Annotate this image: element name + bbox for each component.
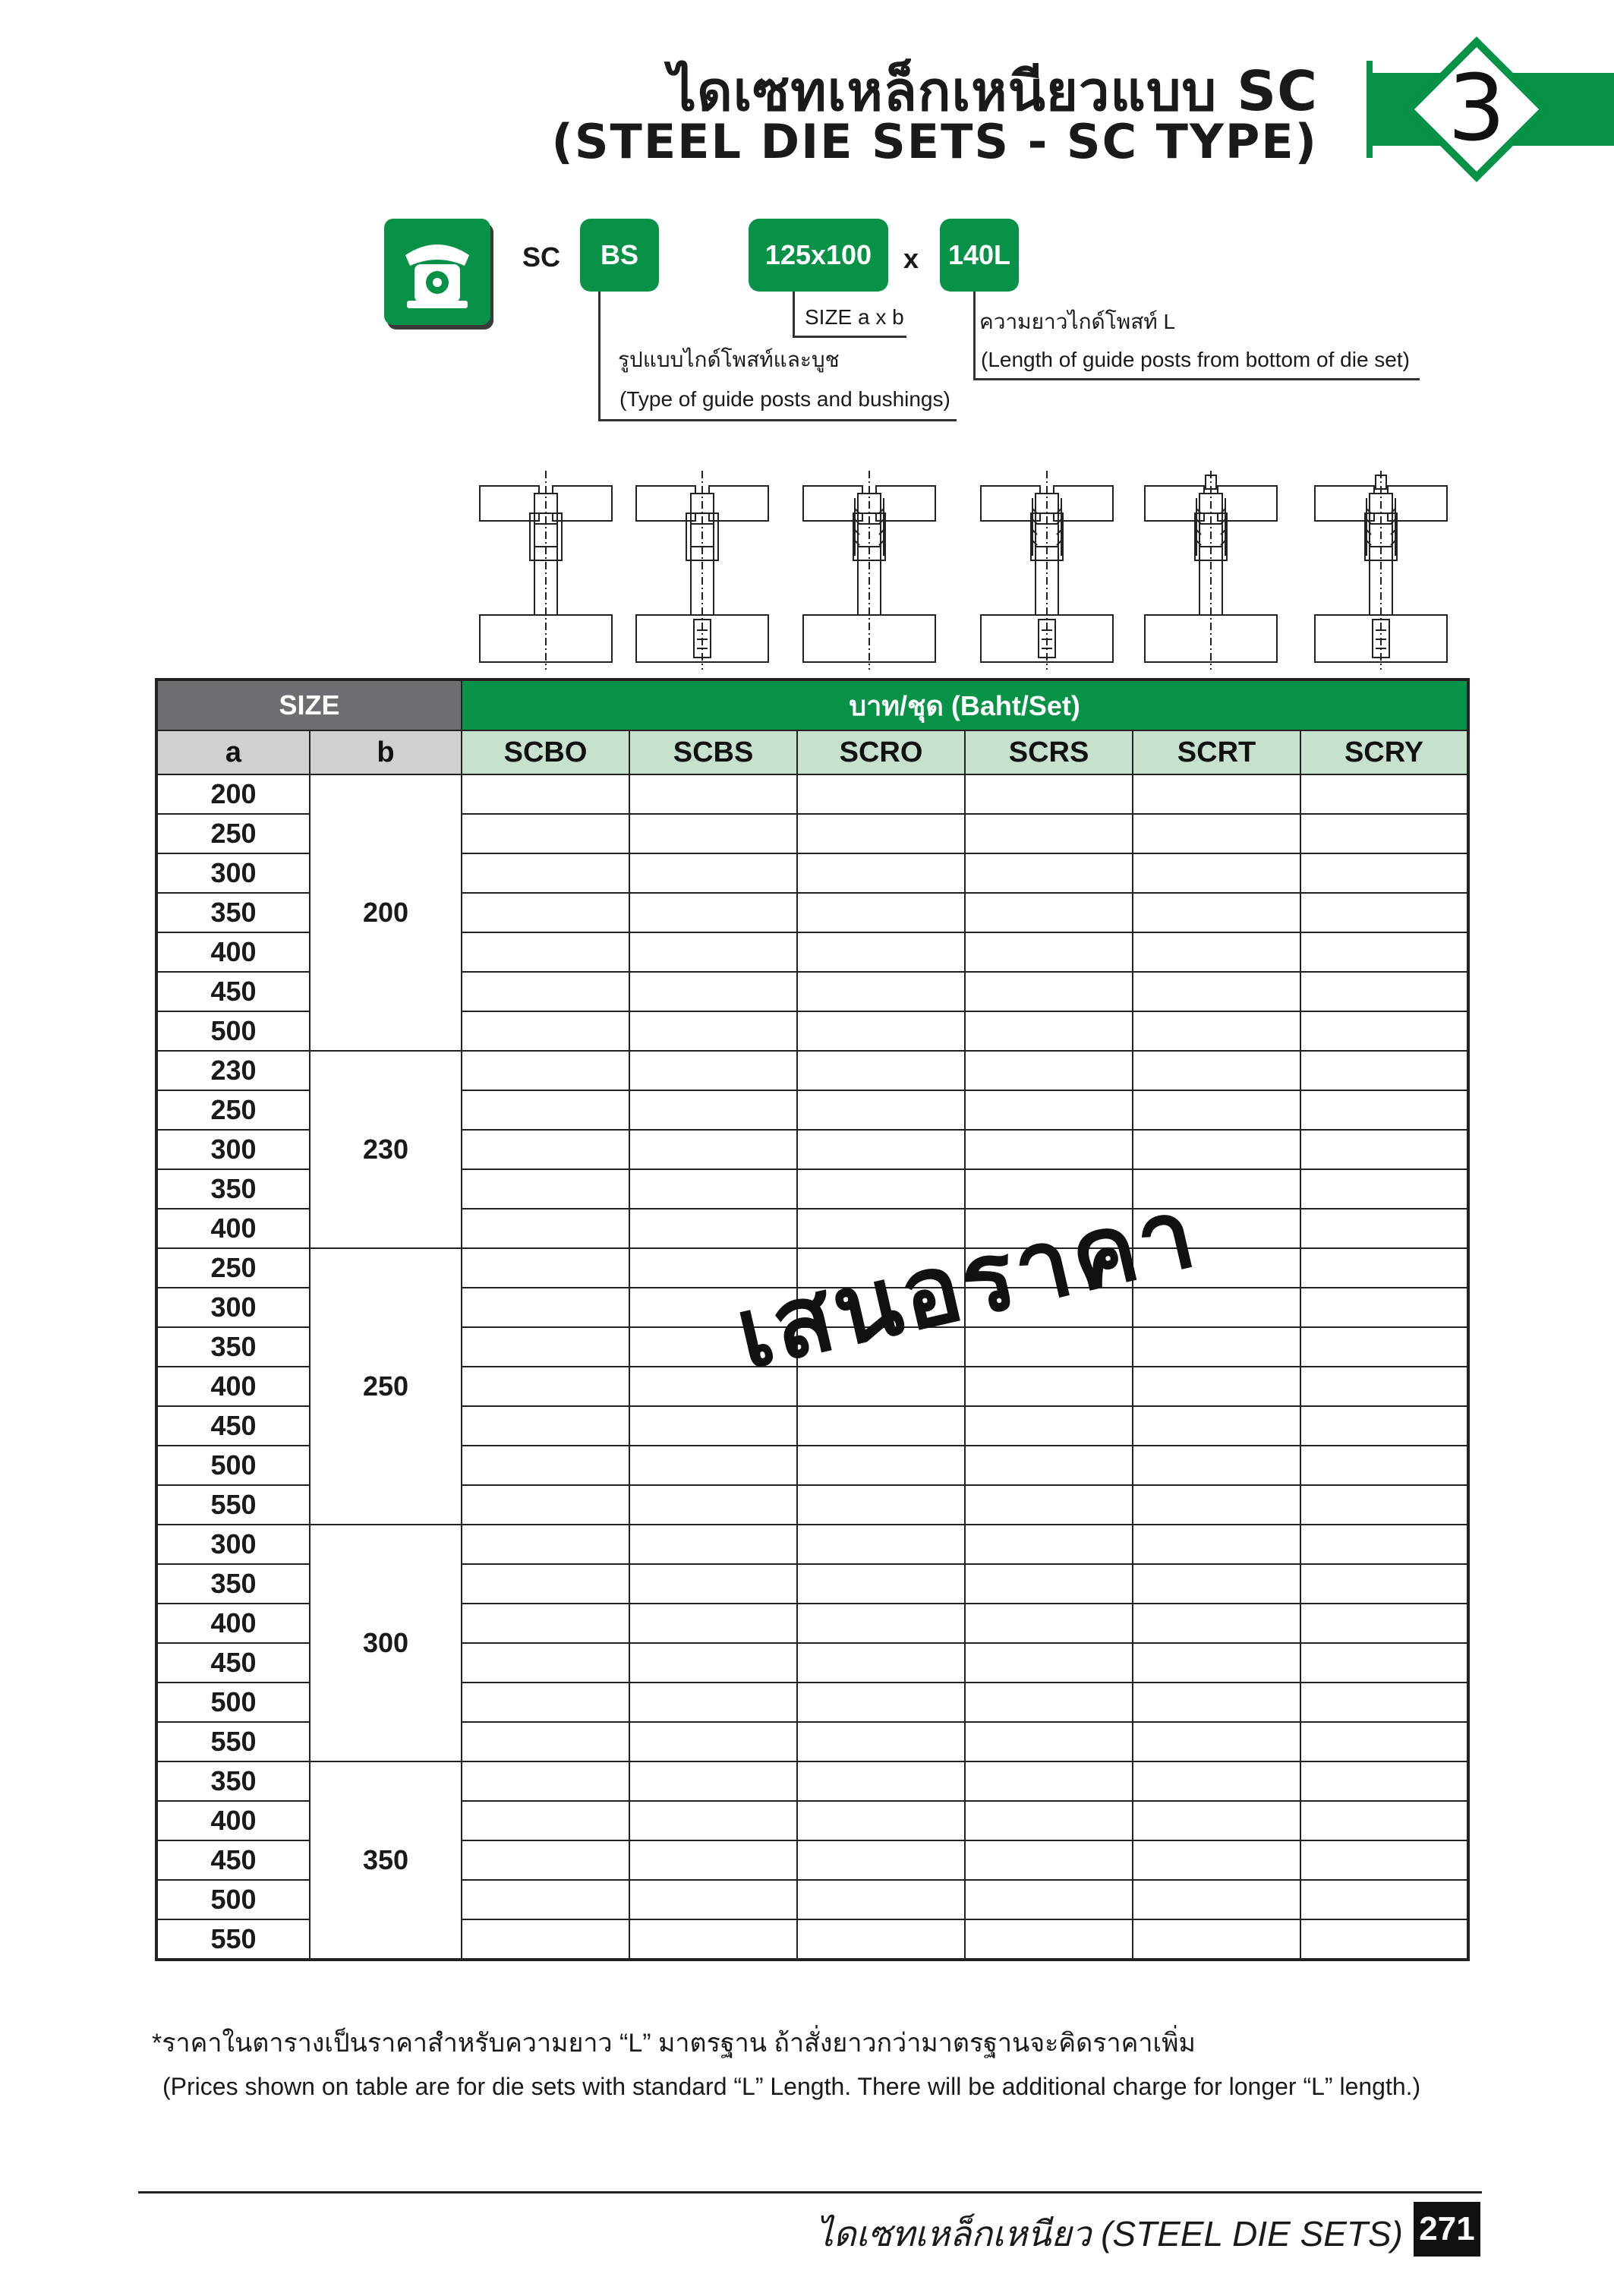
price-cell-scry (1300, 1446, 1468, 1485)
cell-a: 450 (156, 972, 310, 1011)
cell-a: 450 (156, 1643, 310, 1683)
cell-a: 350 (156, 1761, 310, 1801)
price-cell-scro (797, 1485, 965, 1525)
price-cell-scrt (1133, 893, 1300, 932)
price-cell-scrt (1133, 1051, 1300, 1090)
price-cell-scbo (462, 1367, 629, 1406)
price-cell-scry (1300, 1248, 1468, 1288)
cell-b: 230 (310, 1051, 462, 1248)
price-cell-scrt (1133, 1525, 1300, 1564)
cell-b: 250 (310, 1248, 462, 1525)
die-set-diagrams (471, 471, 1458, 676)
price-cell-scry (1300, 1406, 1468, 1446)
price-cell-scbo (462, 1248, 629, 1288)
times-symbol: x (903, 243, 919, 274)
price-cell-scbs (629, 1761, 797, 1801)
cell-a: 450 (156, 1840, 310, 1880)
price-cell-scro (797, 814, 965, 853)
price-cell-scbo (462, 893, 629, 932)
price-cell-scro (797, 1880, 965, 1919)
price-cell-scbs (629, 1090, 797, 1130)
type-bracket-under (598, 419, 957, 421)
table-row (156, 774, 1468, 814)
price-cell-scro (797, 774, 965, 814)
price-cell-scbo (462, 853, 629, 893)
price-cell-scro (797, 932, 965, 972)
price-cell-scro (797, 1840, 965, 1880)
length-bracket-under (973, 378, 1420, 380)
price-cell-scrs (965, 1919, 1133, 1960)
price-cell-scro (797, 1801, 965, 1840)
table-row (156, 1525, 1468, 1564)
price-cell-scry (1300, 1327, 1468, 1367)
price-cell-scbs (629, 1485, 797, 1525)
size-header: SIZE (156, 680, 462, 730)
price-cell-scry (1300, 1564, 1468, 1604)
price-cell-scrs (965, 1722, 1133, 1761)
price-cell-scrs (965, 1643, 1133, 1683)
telephone-icon (384, 219, 498, 333)
length-bracket-line (973, 292, 976, 380)
price-cell-scbo (462, 774, 629, 814)
scrt-drawing-icon (1145, 471, 1277, 670)
price-cell-scbs (629, 1209, 797, 1248)
price-cell-scbs (629, 972, 797, 1011)
price-cell-scry (1300, 1011, 1468, 1051)
price-cell-scrt (1133, 1011, 1300, 1051)
price-cell-scro (797, 1051, 965, 1090)
table-row (156, 1051, 1468, 1090)
price-cell-scbo (462, 1327, 629, 1367)
price-cell-scrt (1133, 1485, 1300, 1525)
price-cell-scry (1300, 1169, 1468, 1209)
cell-a: 300 (156, 1130, 310, 1169)
price-cell-scbo (462, 1446, 629, 1485)
price-cell-scbo (462, 1169, 629, 1209)
price-cell-scrs (965, 1564, 1133, 1604)
price-cell-scrt (1133, 1604, 1300, 1643)
footnote-th: *ราคาในตารางเป็นราคาสำหรับความยาว “L” มาตรฐาน ถ้าสั่งยาวกว่ามาตรฐานจะคิดราคาเพิ่ม (152, 2029, 1196, 2058)
price-cell-scrt (1133, 1801, 1300, 1840)
price-cell-scry (1300, 1051, 1468, 1090)
price-cell-scbs (629, 1643, 797, 1683)
price-cell-scro (797, 1722, 965, 1761)
cell-a: 250 (156, 1090, 310, 1130)
price-cell-scbs (629, 1406, 797, 1446)
price-cell-scro (797, 1090, 965, 1130)
price-cell-scrt (1133, 814, 1300, 853)
cell-a: 250 (156, 1248, 310, 1288)
col-header-scry: SCRY (1300, 730, 1468, 774)
price-cell-scrt (1133, 853, 1300, 893)
price-cell-scbs (629, 1051, 797, 1090)
price-cell-scbs (629, 1564, 797, 1604)
col-header-a: a (156, 730, 310, 774)
price-cell-scbo (462, 1090, 629, 1130)
code-prefix: SC (522, 241, 561, 273)
price-cell-scrs (965, 1604, 1133, 1643)
price-cell-scro (797, 1683, 965, 1722)
price-cell-scry (1300, 932, 1468, 972)
page-number: 271 (1414, 2202, 1480, 2257)
price-cell-scrs (965, 893, 1133, 932)
price-cell-scry (1300, 1683, 1468, 1722)
col-header-scrs: SCRS (965, 730, 1133, 774)
price-cell-scro (797, 1169, 965, 1209)
price-cell-scro (797, 1919, 965, 1960)
price-cell-scrt (1133, 1643, 1300, 1683)
price-cell-scrs (965, 1367, 1133, 1406)
price-cell-scrs (965, 932, 1133, 972)
price-cell-scrt (1133, 1367, 1300, 1406)
price-cell-scbo (462, 1209, 629, 1248)
price-cell-scbo (462, 1683, 629, 1722)
page-title-en: (STEEL DIE SETS - SC TYPE) (551, 114, 1318, 169)
length-note-en: (Length of guide posts from bottom of die set) (981, 348, 1410, 371)
cell-a: 350 (156, 1169, 310, 1209)
size-chip: 125x100 (749, 219, 888, 292)
cell-a: 350 (156, 1327, 310, 1367)
price-cell-scro (797, 1525, 965, 1564)
price-cell-scry (1300, 1485, 1468, 1525)
cell-a: 200 (156, 774, 310, 814)
cell-a: 350 (156, 1564, 310, 1604)
price-cell-scbo (462, 1525, 629, 1564)
price-cell-scrs (965, 1683, 1133, 1722)
col-header-b: b (310, 730, 462, 774)
price-cell-scrt (1133, 932, 1300, 972)
price-cell-scrs (965, 1485, 1133, 1525)
price-cell-scry (1300, 1761, 1468, 1801)
price-cell-scrt (1133, 1880, 1300, 1919)
price-cell-scrs (965, 1130, 1133, 1169)
cell-a: 350 (156, 893, 310, 932)
type-note-th: รูปแบบไกด์โพสท์และบูช (618, 348, 840, 371)
price-cell-scrs (965, 1090, 1133, 1130)
price-cell-scbs (629, 1011, 797, 1051)
price-cell-scry (1300, 1367, 1468, 1406)
price-cell-scbs (629, 893, 797, 932)
price-cell-scbs (629, 1169, 797, 1209)
price-cell-scbs (629, 1683, 797, 1722)
price-cell-scry (1300, 1604, 1468, 1643)
price-cell-scrt (1133, 1683, 1300, 1722)
cell-a: 300 (156, 1525, 310, 1564)
price-cell-scrs (965, 774, 1133, 814)
cell-a: 550 (156, 1485, 310, 1525)
price-cell-scrt (1133, 1327, 1300, 1367)
footer-section-title: ไดเซทเหล็กเหนียว (STEEL DIE SETS) (815, 2214, 1403, 2253)
price-cell-scro (797, 1130, 965, 1169)
cell-a: 400 (156, 1367, 310, 1406)
price-cell-scrs (965, 853, 1133, 893)
price-cell-scbs (629, 814, 797, 853)
price-cell-scbo (462, 1880, 629, 1919)
quote-stamp: เสนอราคา (726, 1175, 1208, 1392)
price-cell-scro (797, 853, 965, 893)
price-cell-scbo (462, 932, 629, 972)
price-cell-scro (797, 893, 965, 932)
price-cell-scry (1300, 814, 1468, 853)
price-cell-scro (797, 1011, 965, 1051)
price-cell-scrt (1133, 1919, 1300, 1960)
price-cell-scbs (629, 1840, 797, 1880)
price-cell-scrs (965, 1406, 1133, 1446)
price-cell-scry (1300, 1130, 1468, 1169)
price-cell-scbs (629, 1880, 797, 1919)
price-cell-scbs (629, 1130, 797, 1169)
price-cell-scbo (462, 1564, 629, 1604)
cell-a: 230 (156, 1051, 310, 1090)
type-bracket-line (598, 292, 601, 421)
price-cell-scbo (462, 1840, 629, 1880)
price-cell-scbs (629, 1525, 797, 1564)
price-cell-scrt (1133, 1722, 1300, 1761)
price-cell-scry (1300, 1880, 1468, 1919)
price-cell-scro (797, 972, 965, 1011)
price-cell-scbo (462, 1130, 629, 1169)
cell-a: 450 (156, 1406, 310, 1446)
price-cell-scro (797, 1406, 965, 1446)
price-header: บาท/ชุด (Baht/Set) (462, 680, 1468, 730)
cell-a: 400 (156, 932, 310, 972)
price-cell-scry (1300, 1919, 1468, 1960)
price-cell-scrt (1133, 1564, 1300, 1604)
price-cell-scry (1300, 853, 1468, 893)
price-cell-scbo (462, 1643, 629, 1683)
price-cell-scrs (965, 1761, 1133, 1801)
price-cell-scbs (629, 1446, 797, 1485)
price-cell-scro (797, 1604, 965, 1643)
price-cell-scbs (629, 932, 797, 972)
price-cell-scbo (462, 1801, 629, 1840)
footnote-en: (Prices shown on table are for die sets with standard “L” Length. There will be additional charge for longer “L” length.) (162, 2073, 1421, 2100)
cell-a: 500 (156, 1683, 310, 1722)
price-cell-scbo (462, 1288, 629, 1327)
price-cell-scbo (462, 1761, 629, 1801)
cell-b: 200 (310, 774, 462, 1051)
price-cell-scry (1300, 1643, 1468, 1683)
length-chip: 140L (940, 219, 1019, 292)
price-cell-scbo (462, 1051, 629, 1090)
price-cell-scrt (1133, 1406, 1300, 1446)
price-cell-scry (1300, 1090, 1468, 1130)
price-cell-scbo (462, 1485, 629, 1525)
col-header-scro: SCRO (797, 730, 965, 774)
cell-a: 300 (156, 1288, 310, 1327)
type-chip: BS (580, 219, 659, 292)
cell-a: 500 (156, 1446, 310, 1485)
cell-a: 500 (156, 1011, 310, 1051)
size-bracket-under (793, 336, 906, 338)
cell-a: 400 (156, 1801, 310, 1840)
price-cell-scrt (1133, 774, 1300, 814)
price-cell-scrs (965, 1051, 1133, 1090)
cell-b: 300 (310, 1525, 462, 1761)
price-cell-scrt (1133, 972, 1300, 1011)
price-cell-scry (1300, 1801, 1468, 1840)
scro-drawing-icon (803, 471, 935, 670)
cell-a: 400 (156, 1209, 310, 1248)
price-cell-scry (1300, 1209, 1468, 1248)
price-cell-scbs (629, 1722, 797, 1761)
price-cell-scbs (629, 1604, 797, 1643)
price-cell-scrs (965, 1880, 1133, 1919)
price-cell-scrt (1133, 1446, 1300, 1485)
price-cell-scry (1300, 893, 1468, 932)
price-cell-scbo (462, 1406, 629, 1446)
footer-rule (138, 2191, 1482, 2194)
price-cell-scbo (462, 1722, 629, 1761)
length-note-th: ความยาวไกด์โพสท์ L (979, 310, 1176, 333)
price-cell-scry (1300, 1840, 1468, 1880)
price-cell-scro (797, 1643, 965, 1683)
price-cell-scrs (965, 1840, 1133, 1880)
col-header-scbs: SCBS (629, 730, 797, 774)
price-cell-scrs (965, 972, 1133, 1011)
price-cell-scry (1300, 1722, 1468, 1761)
price-cell-scrs (965, 1525, 1133, 1564)
cell-a: 500 (156, 1880, 310, 1919)
price-cell-scbo (462, 1604, 629, 1643)
price-cell-scrt (1133, 1761, 1300, 1801)
price-cell-scrs (965, 1011, 1133, 1051)
scry-drawing-icon (1315, 471, 1447, 670)
cell-a: 400 (156, 1604, 310, 1643)
price-cell-scrt (1133, 1840, 1300, 1880)
cell-a: 550 (156, 1722, 310, 1761)
price-cell-scrs (965, 1446, 1133, 1485)
price-cell-scro (797, 1761, 965, 1801)
price-cell-scbo (462, 1919, 629, 1960)
price-cell-scry (1300, 972, 1468, 1011)
price-cell-scrt (1133, 1090, 1300, 1130)
chapter-number: 3 (1447, 56, 1506, 162)
price-cell-scrs (965, 1801, 1133, 1840)
cell-a: 550 (156, 1919, 310, 1960)
scbs-drawing-icon (636, 471, 768, 670)
cell-a: 250 (156, 814, 310, 853)
scrs-drawing-icon (981, 471, 1113, 670)
price-cell-scbo (462, 1011, 629, 1051)
price-cell-scry (1300, 1288, 1468, 1327)
scbo-drawing-icon (480, 471, 612, 670)
price-cell-scrs (965, 814, 1133, 853)
page-title-th: ไดเซทเหล็กเหนียวแบบ SC (668, 59, 1318, 123)
cell-a: 300 (156, 853, 310, 893)
type-note-en: (Type of guide posts and bushings) (619, 387, 950, 411)
col-header-scbo: SCBO (462, 730, 629, 774)
cell-b: 350 (310, 1761, 462, 1960)
price-cell-scbs (629, 774, 797, 814)
price-cell-scbs (629, 1919, 797, 1960)
price-cell-scro (797, 1446, 965, 1485)
price-cell-scry (1300, 1525, 1468, 1564)
price-cell-scbs (629, 853, 797, 893)
price-cell-scro (797, 1564, 965, 1604)
price-cell-scbo (462, 814, 629, 853)
price-cell-scry (1300, 774, 1468, 814)
price-cell-scbo (462, 972, 629, 1011)
size-note: SIZE a x b (805, 305, 904, 329)
col-header-scrt: SCRT (1133, 730, 1300, 774)
price-cell-scbs (629, 1801, 797, 1840)
size-bracket-line (793, 292, 795, 337)
table-row (156, 1761, 1468, 1801)
